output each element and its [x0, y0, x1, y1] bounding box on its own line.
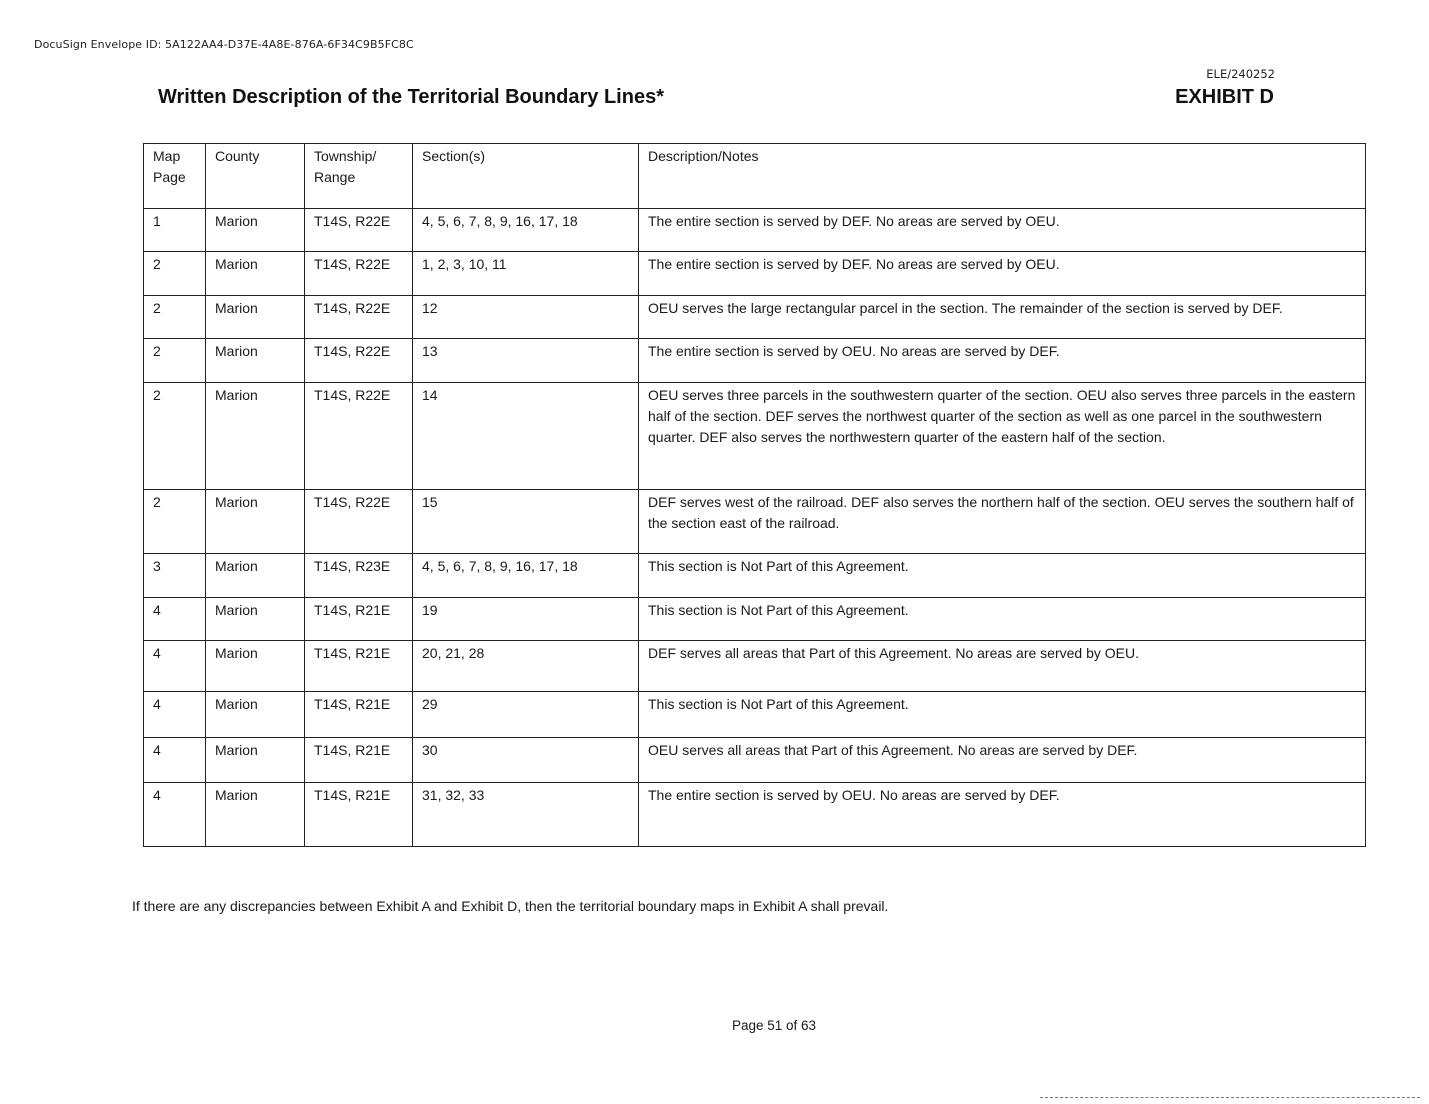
table-row: [144, 296, 1366, 339]
cell-map-page: 2: [144, 252, 206, 296]
cell-township-range: T14S, R21E: [305, 598, 413, 641]
cell-county: Marion: [206, 383, 305, 490]
cell-map-page: 2: [144, 490, 206, 554]
cell-map-page: 4: [144, 738, 206, 783]
cell-township-range: T14S, R22E: [305, 296, 413, 339]
header-description: Description/Notes: [639, 144, 1366, 209]
scan-line: [1040, 1097, 1420, 1098]
cell-township-range: T14S, R22E: [305, 383, 413, 490]
table-row: [144, 598, 1366, 641]
table-row: [144, 692, 1366, 738]
cell-description: OEU serves the large rectangular parcel in the section. The remainder of the section is served by DEF.: [639, 296, 1366, 339]
cell-sections: 31, 32, 33: [413, 783, 639, 847]
cell-description: OEU serves three parcels in the southwestern quarter of the section. OEU also serves three parcels in the eastern half of the section. DEF serves the northwest quarter of the section as well as one parcel in the southwestern quarter. DEF also serves the northwestern quarter of the eastern half of the section.: [639, 383, 1366, 490]
table-body: [144, 209, 1366, 847]
cell-county: Marion: [206, 209, 305, 252]
cell-description: DEF serves west of the railroad. DEF also serves the northern half of the section. OEU serves the southern half of the section east of the railroad.: [639, 490, 1366, 554]
cell-description: This section is Not Part of this Agreement.: [639, 554, 1366, 598]
cell-sections: 13: [413, 339, 639, 383]
cell-county: Marion: [206, 692, 305, 738]
cell-township-range: T14S, R22E: [305, 209, 413, 252]
cell-county: Marion: [206, 641, 305, 692]
cell-sections: 14: [413, 383, 639, 490]
table-row: [144, 554, 1366, 598]
header-sections: Section(s): [413, 144, 639, 209]
cell-township-range: T14S, R22E: [305, 490, 413, 554]
cell-map-page: 2: [144, 296, 206, 339]
cell-county: Marion: [206, 252, 305, 296]
cell-map-page: 4: [144, 783, 206, 847]
cell-township-range: T14S, R23E: [305, 554, 413, 598]
cell-township-range: T14S, R21E: [305, 692, 413, 738]
cell-sections: 29: [413, 692, 639, 738]
cell-sections: 4, 5, 6, 7, 8, 9, 16, 17, 18: [413, 209, 639, 252]
cell-township-range: T14S, R22E: [305, 339, 413, 383]
envelope-id: DocuSign Envelope ID: 5A122AA4-D37E-4A8E-876A-6F34C9B5FC8C: [34, 38, 414, 51]
table-row: [144, 339, 1366, 383]
cell-description: The entire section is served by DEF. No areas are served by OEU.: [639, 209, 1366, 252]
cell-county: Marion: [206, 490, 305, 554]
cell-description: The entire section is served by DEF. No areas are served by OEU.: [639, 252, 1366, 296]
header-map-page: Map Page: [144, 144, 206, 209]
header-township-range: Township/ Range: [305, 144, 413, 209]
cell-township-range: T14S, R21E: [305, 738, 413, 783]
page-title: Written Description of the Territorial Boundary Lines*: [158, 86, 664, 108]
document-number: ELE/240252: [1206, 67, 1275, 81]
cell-map-page: 2: [144, 383, 206, 490]
table-row: [144, 490, 1366, 554]
cell-township-range: T14S, R21E: [305, 783, 413, 847]
boundary-table: [143, 143, 1366, 847]
cell-map-page: 2: [144, 339, 206, 383]
cell-township-range: T14S, R21E: [305, 641, 413, 692]
cell-map-page: 4: [144, 641, 206, 692]
cell-county: Marion: [206, 598, 305, 641]
cell-county: Marion: [206, 738, 305, 783]
cell-county: Marion: [206, 783, 305, 847]
cell-county: Marion: [206, 296, 305, 339]
table-row: [144, 252, 1366, 296]
cell-map-page: 1: [144, 209, 206, 252]
exhibit-label: EXHIBIT D: [1175, 86, 1274, 108]
header-county: County: [206, 144, 305, 209]
cell-sections: 20, 21, 28: [413, 641, 639, 692]
cell-map-page: 4: [144, 692, 206, 738]
cell-description: This section is Not Part of this Agreement.: [639, 692, 1366, 738]
cell-county: Marion: [206, 554, 305, 598]
table-row: [144, 383, 1366, 490]
page-number: Page 51 of 63: [731, 1018, 817, 1033]
table-row: [144, 641, 1366, 692]
cell-description: OEU serves all areas that Part of this Agreement. No areas are served by DEF.: [639, 738, 1366, 783]
table-row: [144, 738, 1366, 783]
table-header-row: [144, 144, 1366, 209]
cell-sections: 12: [413, 296, 639, 339]
cell-description: The entire section is served by OEU. No areas are served by DEF.: [639, 339, 1366, 383]
cell-map-page: 3: [144, 554, 206, 598]
cell-township-range: T14S, R22E: [305, 252, 413, 296]
cell-map-page: 4: [144, 598, 206, 641]
table-row: [144, 209, 1366, 252]
cell-sections: 30: [413, 738, 639, 783]
footnote: If there are any discrepancies between Exhibit A and Exhibit D, then the territorial boundary maps in Exhibit A shall prevail.: [132, 898, 889, 914]
cell-sections: 15: [413, 490, 639, 554]
cell-description: The entire section is served by OEU. No areas are served by DEF.: [639, 783, 1366, 847]
table-row: [144, 783, 1366, 847]
cell-description: This section is Not Part of this Agreement.: [639, 598, 1366, 641]
cell-county: Marion: [206, 339, 305, 383]
cell-sections: 4, 5, 6, 7, 8, 9, 16, 17, 18: [413, 554, 639, 598]
cell-description: DEF serves all areas that Part of this Agreement. No areas are served by OEU.: [639, 641, 1366, 692]
cell-sections: 19: [413, 598, 639, 641]
cell-sections: 1, 2, 3, 10, 11: [413, 252, 639, 296]
